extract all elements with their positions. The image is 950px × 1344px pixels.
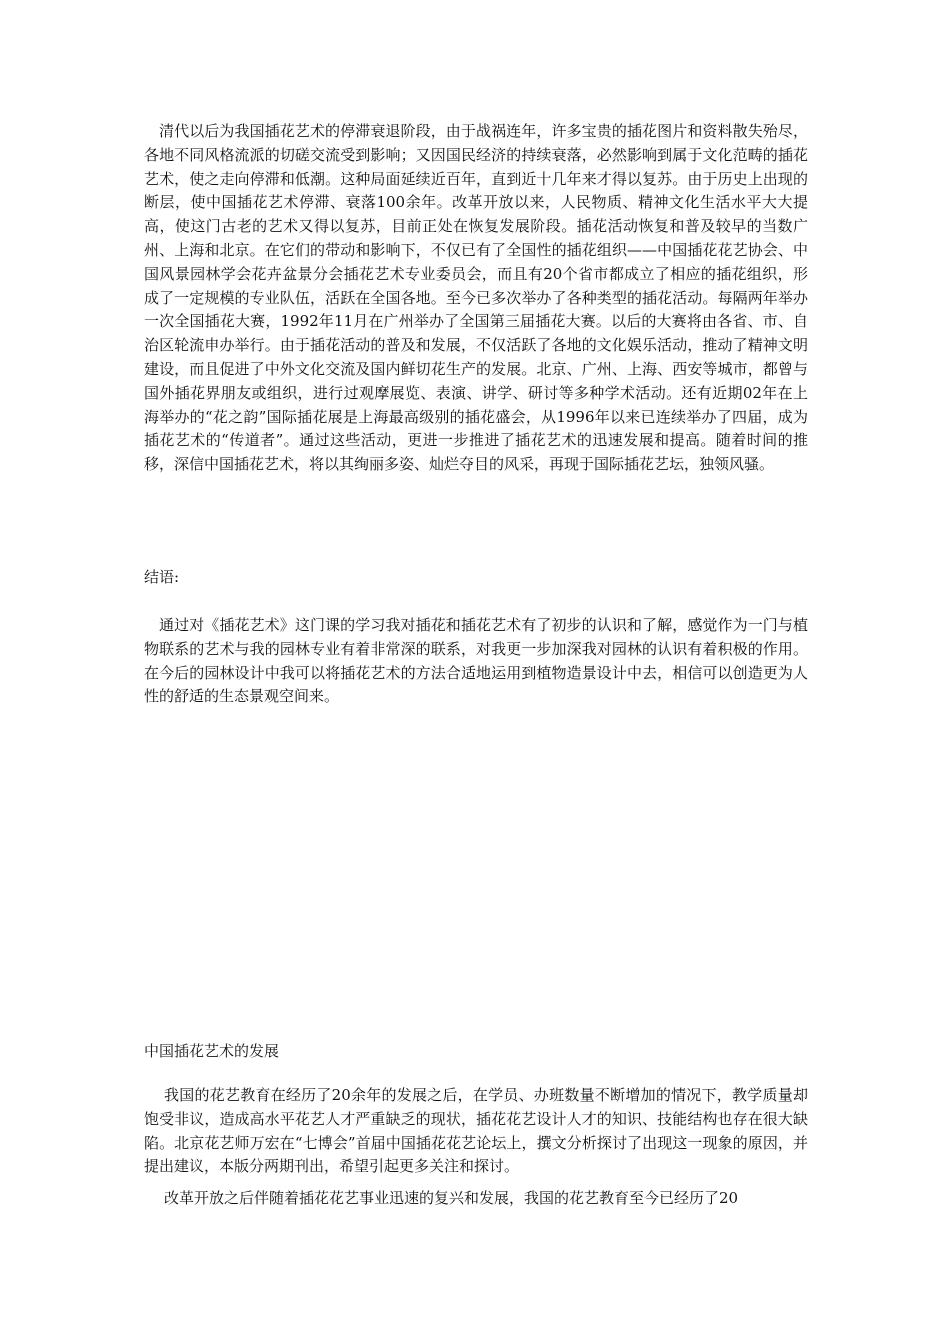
body-paragraph: 清代以后为我国插花艺术的停滞衰退阶段，由于战祸连年，许多宝贵的插花图片和资料散失殆尽，各地不同风格流派的切磋交流受到影响；又因国民经济的持续衰落，必然影响到属于文化范畴的插花艺术，使之走向停滞和低潮。这种局面延续近百年，直到近十几年来才得以复苏。由于历史上出现的断层，使中国插花艺术停滞、衰落100余年。改革开放以来，人民物质、精神文化生活水平大大提高，使这门古老的艺术又得以复苏，目前正处在恢复发展阶段。插花活动恢复和普及较早的当数广州、上海和北京。在它们的带动和影响下，不仅已有了全国性的插花组织——中国插花花艺协会、中国风景园林学会花卉盆景分会插花艺术专业委员会，而且有20个省市都成立了相应的插花组织，形成了一定规模的专业队伍，活跃在全国各地。至今已多次举办了各种类型的插花活动。每隔两年举办一次全国插花大赛，1992年11月在广州举办了全国第三届插花大赛。以后的大赛将由各省、市、自治区轮流申办举行。由于插花活动的普及和发展，不仅活跃了各地的文化娱乐活动，推动了精神文明建设，而且促进了中外文化交流及国内鲜切花生产的发展。北京、广州、上海、西安等城市，都曾与国外插花界朋友或组织，进行过观摩展览、表演、讲学、研讨等多种学术活动。还有近期02年在上海举办的“花之韵”国际插花展是上海最高级别的插花盛会，从1996年以来已连续举办了四届，成为插花艺术的“传道者”。通过这些活动，更进一步推进了插花艺术的迅速发展和提高。随着时间的推移，深信中国插花艺术，将以其绚丽多姿、灿烂夺目的风采，再现于国际插花艺坛，独领风骚。 <box>144 122 808 474</box>
development-paragraph: 我国的花艺教育在经历了20余年的发展之后，在学员、办班数量不断增加的情况下，教学质量却饱受非议，造成高水平花艺人才严重缺乏的现状，插花花艺设计人才的知识、技能结构也存在很大缺陷。北京花艺师万宏在“七博会”首届中国插花花艺论坛上，撰文分析探讨了出现这一现象的原因，并提出建议，本版分两期刊出，希望引起更多关注和探讨。 <box>144 1086 808 1176</box>
section-heading-development: 中国插花艺术的发展 <box>144 1042 280 1060</box>
development-paragraph-continued: 改革开放之后伴随着插花花艺事业迅速的复兴和发展，我国的花艺教育至今已经历了20 <box>164 1189 739 1207</box>
conclusion-paragraph: 通过对《插花艺术》这门课的学习我对插花和插花艺术有了初步的认识和了解，感觉作为一门与植物联系的艺术与我的园林专业有着非常深的联系，对我更一步加深我对园林的认识有着积极的作用。在今后的园林设计中我可以将插花艺术的方法合适地运用到植物造景设计中去，相信可以创造更为人性的舒适的生态景观空间来。 <box>144 616 808 706</box>
section-heading-conclusion: 结语: <box>144 568 180 586</box>
